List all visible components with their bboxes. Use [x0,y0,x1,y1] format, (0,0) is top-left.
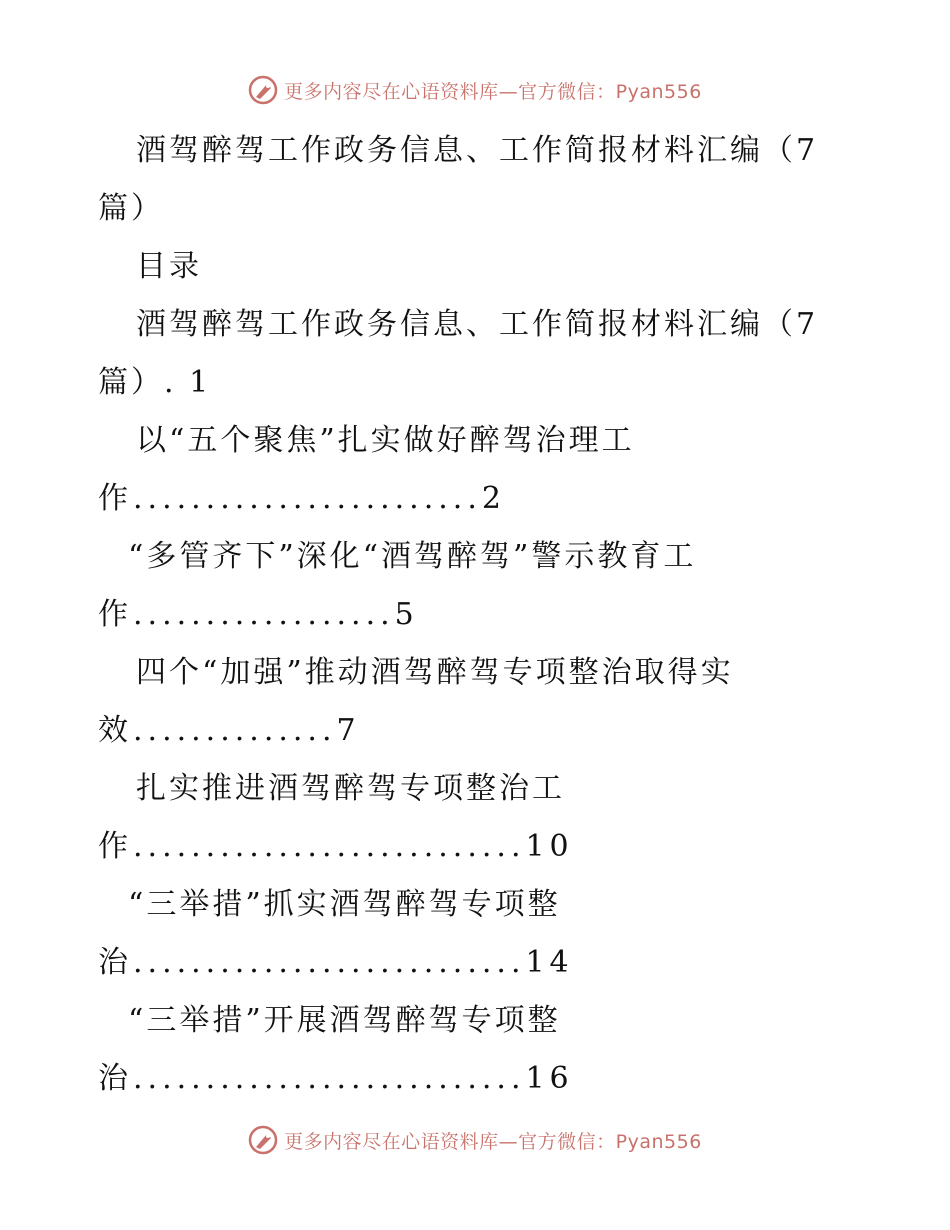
watermark-text: 更多内容尽在心语资料库—官方微信：Pyan556 [284,1130,702,1153]
toc-entry-4-page[interactable]: 效..............7 [98,713,361,748]
document-body [98,122,858,1108]
pen-nib-logo-icon [248,75,278,105]
toc-entry-7-page[interactable]: 治...........................16 [98,1061,574,1096]
toc-entry-2-page[interactable]: 作........................2 [98,481,506,516]
toc-entry-1-title[interactable]: 酒驾醉驾工作政务信息、工作简报材料汇编（7 [136,307,819,342]
toc-entry-6-title[interactable]: “三举措”抓实酒驾醉驾专项整 [128,887,561,922]
watermark-banner-bottom [0,1120,950,1160]
toc-entry-5-page[interactable]: 作...........................10 [98,829,574,864]
toc-entry-5-title[interactable]: 扎实推进酒驾醉驾专项整治工 [136,771,565,806]
watermark-text: 更多内容尽在心语资料库—官方微信：Pyan556 [284,80,702,103]
toc-entry-6-page[interactable]: 治...........................14 [98,945,574,980]
toc-heading: 目录 [136,249,202,284]
toc-entry-7-title[interactable]: “三举措”开展酒驾醉驾专项整 [128,1003,561,1038]
document-title-line2: 篇） [98,191,164,226]
toc-entry-1-page[interactable]: 篇）. 1 [98,365,212,400]
toc-entry-3-page[interactable]: 作..................5 [98,597,419,632]
document-title-line1: 酒驾醉驾工作政务信息、工作简报材料汇编（7 [136,133,819,168]
watermark-banner-top [0,70,950,110]
toc-entry-3-title[interactable]: “多管齐下”深化“酒驾醉驾”警示教育工 [128,539,697,574]
toc-entry-2-title[interactable]: 以“五个聚焦”扎实做好醉驾治理工 [136,423,635,458]
toc-entry-4-title[interactable]: 四个“加强”推动酒驾醉驾专项整治取得实 [136,655,734,690]
pen-nib-logo-icon [248,1125,278,1155]
